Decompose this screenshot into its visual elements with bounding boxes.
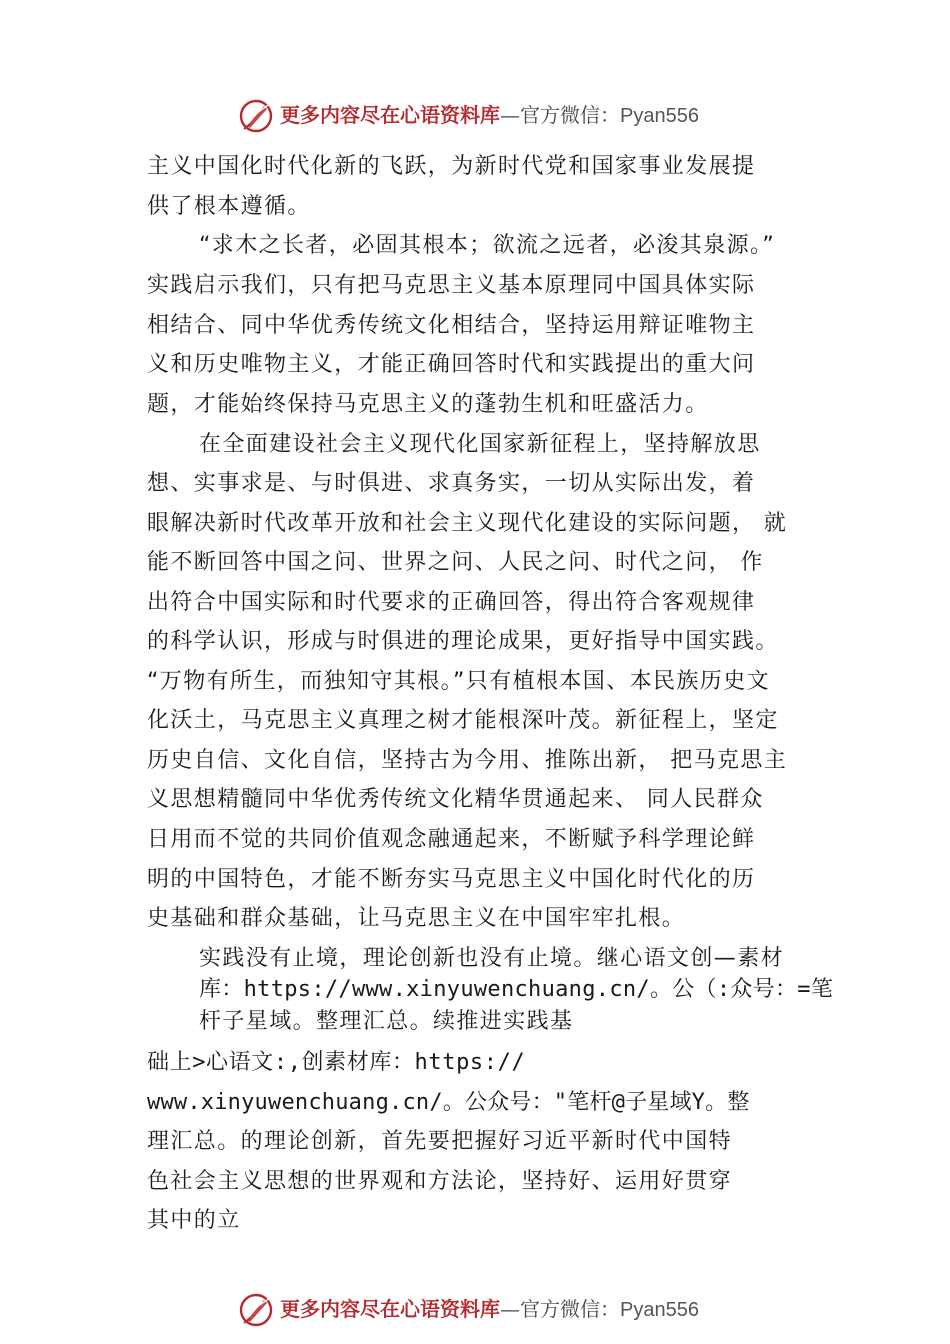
- footer-site-name: 更多内容尽在心语资料库: [280, 1297, 500, 1321]
- text-line: 库：https://www.xinyuwenchuang.cn/。公（:众号：=笔: [199, 977, 834, 1002]
- header-wechat-id: Pyan556: [620, 105, 699, 127]
- footer-banner: [0, 1290, 950, 1330]
- text-line: 日用而不觉的共同价值观念融通起来，不断赋予科学理论鲜: [147, 827, 756, 852]
- text-line: 色社会主义思想的世界观和方法论，坚持好、运用好贯穿: [147, 1169, 733, 1194]
- text-line: 题，才能始终保持马克思主义的蓬勃生机和旺盛活力。: [147, 392, 709, 417]
- text-line: 眼解决新时代改革开放和社会主义现代化建设的实际问题， 就: [147, 511, 788, 536]
- quill-logo-icon: [238, 98, 274, 134]
- text-line: 史基础和群众基础，让马克思主义在中国牢牢扎根。: [147, 906, 686, 931]
- text-line: 主义中国化时代化新的飞跃，为新时代党和国家事业发展提: [147, 154, 756, 179]
- text-line: 出符合中国实际和时代要求的正确回答，得出符合客观规律: [147, 590, 756, 615]
- text-line: www.xinyuwenchuang.cn/。公众号："笔杆@子星域Y。整: [147, 1090, 750, 1115]
- text-line: 实践没有止境，理论创新也没有止境。继心语文创—素材: [199, 946, 785, 971]
- header-text: [280, 101, 699, 130]
- text-line: 理汇总。的理论创新，首先要把握好习近平新时代中国特: [147, 1129, 733, 1154]
- text-line: 础上>心语文:,创素材库：https://: [147, 1050, 526, 1075]
- text-line: 化沃土，马克思主义真理之树才能根深叶茂。新征程上，坚定: [147, 708, 779, 733]
- header-banner: [0, 96, 950, 136]
- text-line: 在全面建设社会主义现代化国家新征程上，坚持解放思: [199, 432, 761, 457]
- text-line: 义思想精髓同中华优秀传统文化精华贯通起来、 同人民群众: [147, 787, 764, 812]
- text-line: “万物有所生，而独知守其根。”只有植根本国、本民族历史文: [147, 669, 770, 694]
- text-line: 能不断回答中国之问、世界之问、人民之问、时代之问， 作: [147, 550, 764, 575]
- text-line: 其中的立: [147, 1208, 241, 1233]
- text-line: 供了根本遵循。: [147, 194, 311, 219]
- text-line: 明的中国特色，才能不断夯实马克思主义中国化时代化的历: [147, 867, 756, 892]
- text-line: 杆子星域。整理汇总。续推进实践基: [199, 1009, 574, 1034]
- header-site-name: 更多内容尽在心语资料库: [280, 103, 500, 127]
- text-line: 相结合、同中华优秀传统文化相结合，坚持运用辩证唯物主: [147, 313, 756, 338]
- text-line: 历史自信、文化自信，坚持古为今用、推陈出新， 把马克思主: [147, 748, 788, 773]
- footer-text: [280, 1295, 699, 1324]
- footer-wechat-label: 官方微信：: [520, 1297, 620, 1321]
- footer-wechat-id: Pyan556: [620, 1299, 699, 1321]
- header-separator: —: [500, 103, 520, 127]
- header-wechat-label: 官方微信：: [520, 103, 620, 127]
- text-line: 的科学认识，形成与时俱进的理论成果，更好指导中国实践。: [147, 629, 779, 654]
- text-line: 想、实事求是、与时俱进、求真务实，一切从实际出发，着: [147, 471, 756, 496]
- quill-logo-icon: [238, 1292, 274, 1328]
- text-line: 义和历史唯物主义，才能正确回答时代和实践提出的重大问: [147, 352, 756, 377]
- text-line: 实践启示我们，只有把马克思主义基本原理同中国具体实际: [147, 273, 756, 298]
- text-line: “求木之长者，必固其根本；欲流之远者，必浚其泉源。”: [199, 233, 776, 258]
- footer-separator: —: [500, 1297, 520, 1321]
